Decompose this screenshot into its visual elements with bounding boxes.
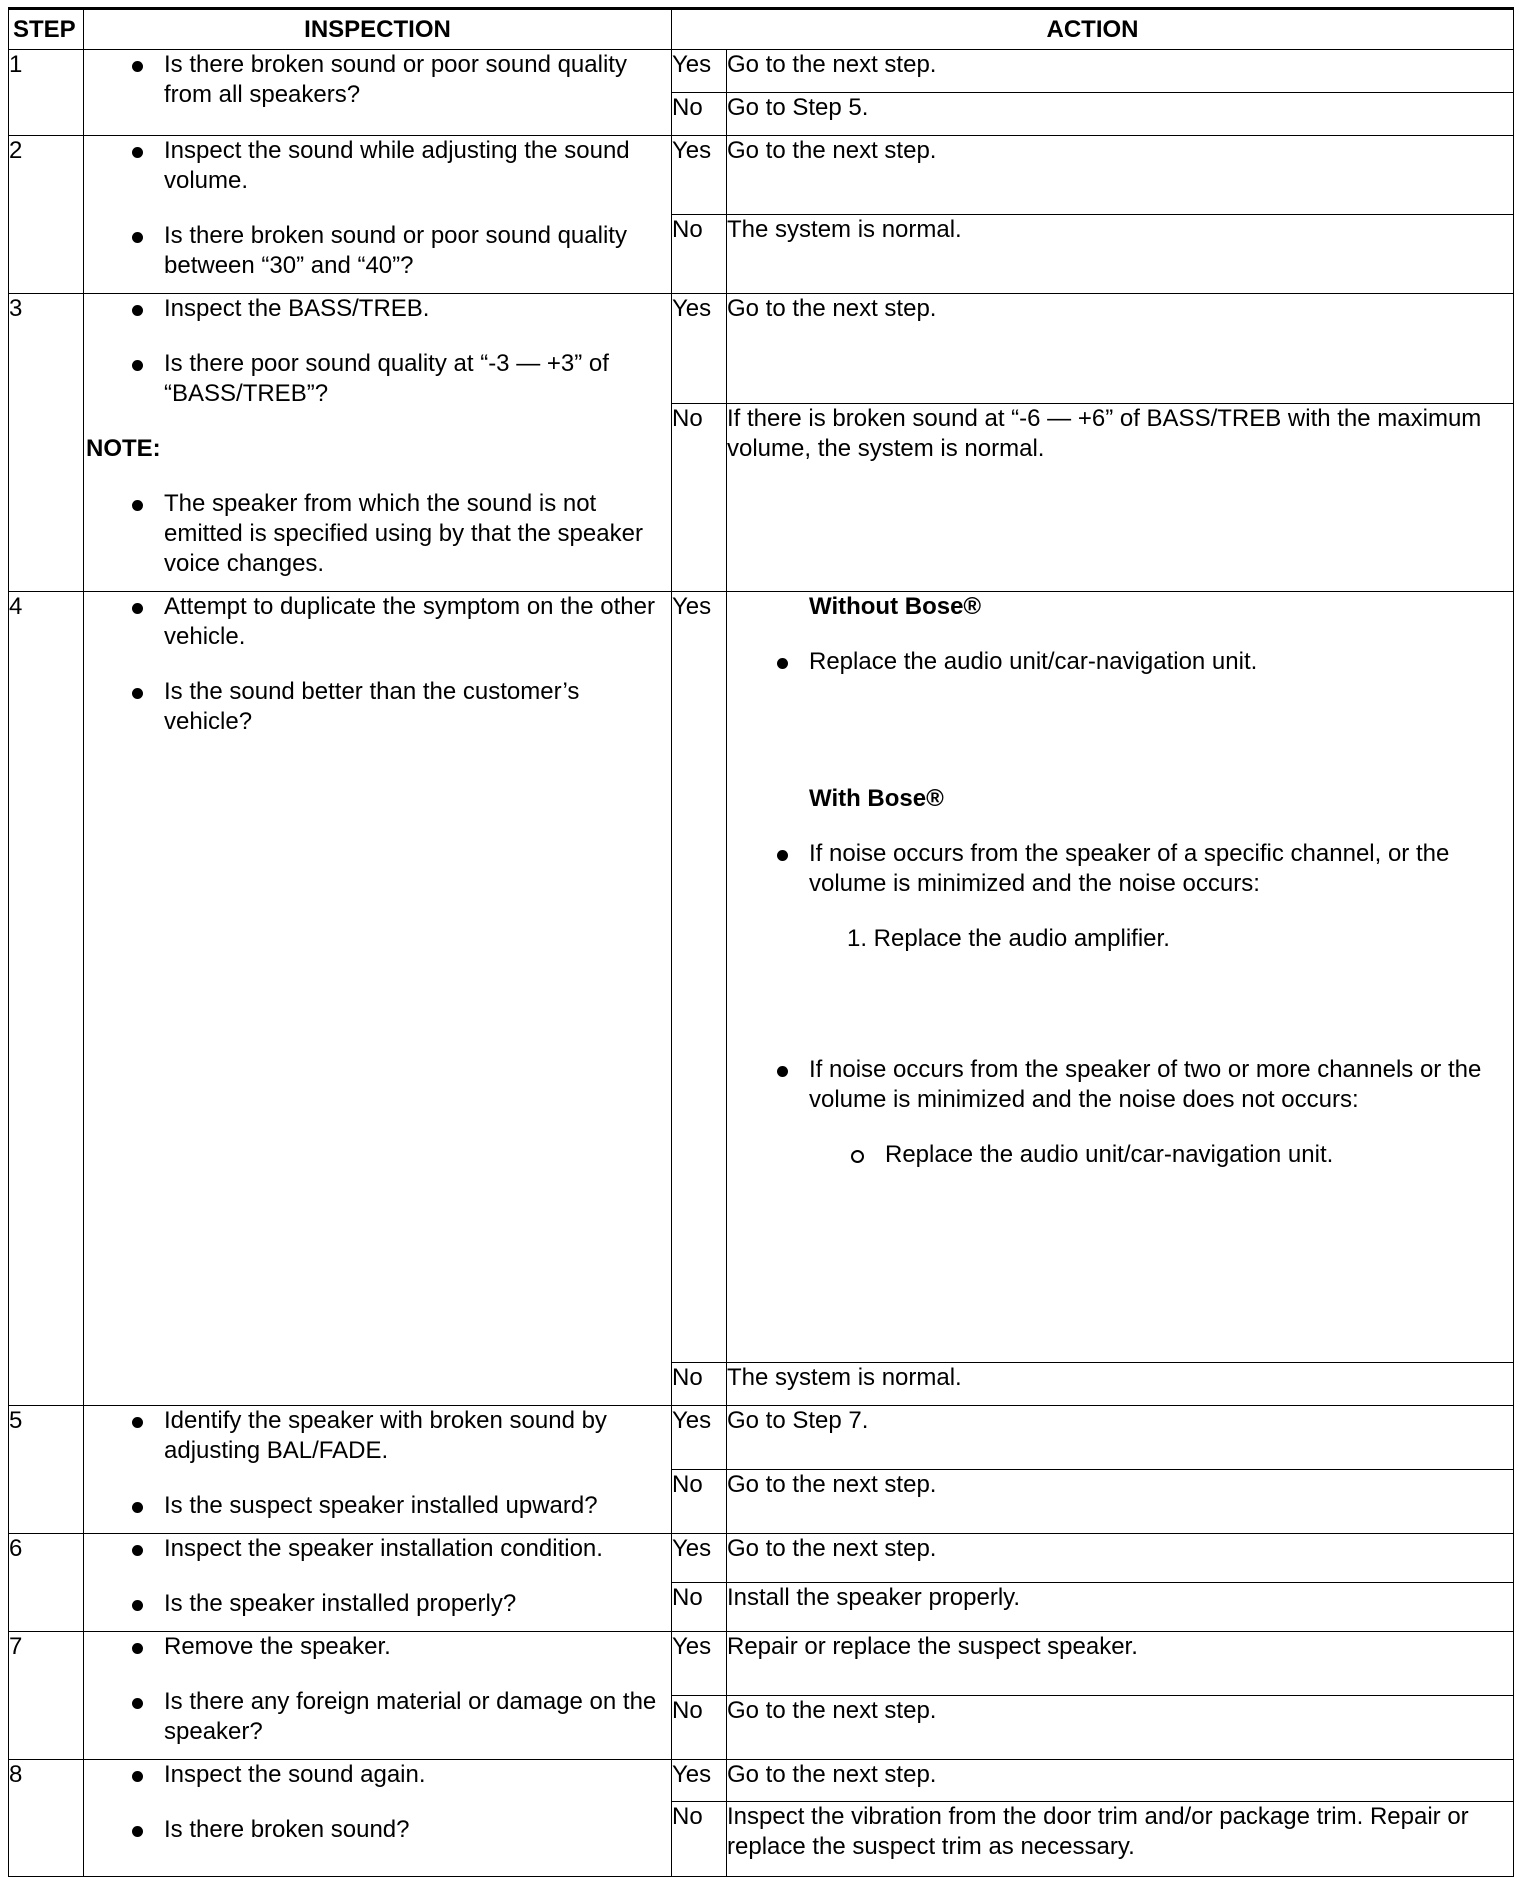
step-5-yes-row	[9, 1406, 1514, 1470]
step-8-inspection	[84, 1760, 672, 1877]
step-7-inspection-item: Is there any foreign material or damage on the speaker?	[84, 1687, 671, 1747]
step-2-inspection-item: Inspect the sound while adjusting the sound volume.	[84, 136, 671, 196]
step-5-number: 5	[9, 1406, 84, 1534]
step-3-yes-label: Yes	[672, 294, 727, 404]
with-bose-case-2-step: Replace the audio unit/car-navigation unit.	[727, 1140, 1513, 1170]
step-7-no-label: No	[672, 1696, 727, 1760]
step-4-yes-label: Yes	[672, 592, 727, 1363]
step-3-no-label: No	[672, 404, 727, 592]
step-3-note-item: The speaker from which the sound is not emitted is specified using by that the speaker voice changes.	[84, 489, 671, 579]
spacer	[727, 702, 1513, 784]
step-1-inspection	[84, 50, 672, 136]
step-5-yes-action: Go to Step 7.	[727, 1406, 1514, 1470]
step-5-no-action: Go to the next step.	[727, 1470, 1514, 1534]
step-3-yes-row	[9, 294, 1514, 404]
step-6-inspection-item: Inspect the speaker installation condition.	[84, 1534, 671, 1564]
step-2-no-label: No	[672, 215, 727, 294]
step-5-inspection	[84, 1406, 672, 1534]
diagnostic-table	[8, 7, 1514, 1877]
step-6-no-action: Install the speaker properly.	[727, 1583, 1514, 1632]
step-6-inspection-item: Is the speaker installed properly?	[84, 1589, 671, 1619]
without-bose-heading: Without Bose®	[809, 593, 982, 620]
header-row	[9, 9, 1514, 50]
with-bose-case-2: If noise occurs from the speaker of two or more channels or the volume is minimized and the noise does not occurs:	[727, 1055, 1513, 1115]
step-3-inspection	[84, 294, 672, 592]
step-6-yes-row	[9, 1534, 1514, 1583]
step-8-yes-row	[9, 1760, 1514, 1802]
step-5-inspection-item: Identify the speaker with broken sound by adjusting BAL/FADE.	[84, 1406, 671, 1466]
step-8-inspection-item: Inspect the sound again.	[84, 1760, 671, 1790]
step-4-inspection	[84, 592, 672, 1406]
step-3-note-label: NOTE:	[86, 435, 161, 462]
step-1-no-action: Go to Step 5.	[727, 93, 1514, 136]
step-2-yes-label: Yes	[672, 136, 727, 215]
step-7-yes-label: Yes	[672, 1632, 727, 1696]
step-7-no-action: Go to the next step.	[727, 1696, 1514, 1760]
step-1-inspection-item: Is there broken sound or poor sound quality from all speakers?	[84, 50, 671, 110]
step-6-inspection	[84, 1534, 672, 1632]
step-4-number: 4	[9, 592, 84, 1406]
step-7-inspection	[84, 1632, 672, 1760]
step-8-number: 8	[9, 1760, 84, 1877]
step-8-yes-label: Yes	[672, 1760, 727, 1802]
step-6-yes-action: Go to the next step.	[727, 1534, 1514, 1583]
step-2-number: 2	[9, 136, 84, 294]
step-4-yes-row	[9, 592, 1514, 1363]
step-4-inspection-item: Is the sound better than the customer’s vehicle?	[84, 677, 671, 737]
step-8-no-label: No	[672, 1802, 727, 1877]
step-2-no-action: The system is normal.	[727, 215, 1514, 294]
header-action: ACTION	[672, 9, 1514, 50]
step-3-inspection-item: Is there poor sound quality at “-3 — +3” of “BASS/TREB”?	[84, 349, 671, 409]
step-1-yes-row	[9, 50, 1514, 93]
step-4-inspection-item: Attempt to duplicate the symptom on the other vehicle.	[84, 592, 671, 652]
without-bose-action: Replace the audio unit/car-navigation unit.	[727, 647, 1513, 677]
step-7-number: 7	[9, 1632, 84, 1760]
step-4-no-action: The system is normal.	[727, 1363, 1514, 1406]
step-4-no-label: No	[672, 1363, 727, 1406]
with-bose-case-1: If noise occurs from the speaker of a specific channel, or the volume is minimized and the noise occurs:	[727, 839, 1513, 899]
step-6-yes-label: Yes	[672, 1534, 727, 1583]
step-3-no-action: If there is broken sound at “-6 — +6” of BASS/TREB with the maximum volume, the system is normal.	[727, 404, 1514, 592]
step-1-yes-label: Yes	[672, 50, 727, 93]
step-8-no-action: Inspect the vibration from the door trim and/or package trim. Repair or replace the suspect trim as necessary.	[727, 1802, 1514, 1877]
step-3-inspection-item: Inspect the BASS/TREB.	[84, 294, 671, 324]
with-bose-case-1-step: 1. Replace the audio amplifier.	[847, 925, 1170, 952]
step-3-number: 3	[9, 294, 84, 592]
step-5-yes-label: Yes	[672, 1406, 727, 1470]
step-8-inspection-item: Is there broken sound?	[84, 1815, 671, 1845]
step-7-yes-row	[9, 1632, 1514, 1696]
step-6-number: 6	[9, 1534, 84, 1632]
step-2-yes-row	[9, 136, 1514, 215]
step-8-yes-action: Go to the next step.	[727, 1760, 1514, 1802]
step-7-yes-action: Repair or replace the suspect speaker.	[727, 1632, 1514, 1696]
step-7-inspection-item: Remove the speaker.	[84, 1632, 671, 1662]
with-bose-heading: With Bose®	[809, 785, 944, 812]
step-5-no-label: No	[672, 1470, 727, 1534]
step-3-yes-action: Go to the next step.	[727, 294, 1514, 404]
step-6-no-label: No	[672, 1583, 727, 1632]
spacer	[727, 979, 1513, 1055]
header-step: STEP	[9, 9, 84, 50]
step-2-yes-action: Go to the next step.	[727, 136, 1514, 215]
step-5-inspection-item: Is the suspect speaker installed upward?	[84, 1491, 671, 1521]
step-2-inspection	[84, 136, 672, 294]
header-inspection: INSPECTION	[84, 9, 672, 50]
step-1-no-label: No	[672, 93, 727, 136]
step-2-inspection-item: Is there broken sound or poor sound quality between “30” and “40”?	[84, 221, 671, 281]
step-4-yes-action	[727, 592, 1514, 1363]
step-1-number: 1	[9, 50, 84, 136]
step-1-yes-action: Go to the next step.	[727, 50, 1514, 93]
